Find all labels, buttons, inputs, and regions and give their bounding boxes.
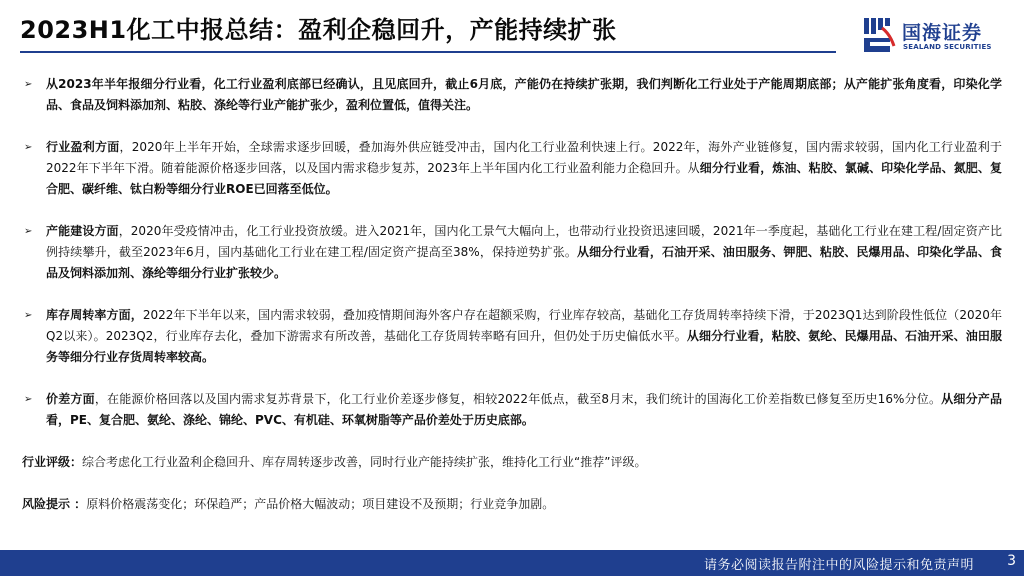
page-title: 2023H1化工中报总结：盈利企稳回升，产能持续扩张 [20,16,617,44]
rating-label: 行业评级： [22,455,83,469]
logo-english-name: SEALAND SECURITIES [903,43,992,51]
arrow-bullet-icon: ➢ [24,310,33,321]
bullet-bold-text: 库存周转率方面， [46,308,143,322]
bullet-item [22,74,1002,116]
footer-disclaimer: 请务必阅读报告附注中的风险提示和免责声明 [703,558,974,573]
sealand-logo-mark-icon [862,16,896,54]
risk-paragraph [22,494,1002,515]
bullet-bold-text: 从细分产品看，PE、复合肥、氨纶、涤纶、锦纶、PVC、有机硅、环氧树脂等产品价差处于历史底部。 [46,392,1002,427]
risk-label: 风险提示 ： [22,497,87,511]
risk-text: 原料价格震荡变化；环保趋严；产品价格大幅波动；项目建设不及预期；行业竞争加剧。 [86,497,555,511]
summary-content [22,74,1002,536]
bullet-text: ，2020年上半年开始，全球需求逐步回暖，叠加海外供应链受冲击，国内化工行业盈利快速上行。2022年，海外产业链修复，国内需求较弱，国内化工行业盈利于2022年下半年下滑。随着能源价格逐步回落，以及国内需求稳步复苏，2023年上半年国内化工行业盈利能力企稳回升。从 [46,140,1002,175]
bullet-bold-text: 行业盈利方面 [46,140,120,154]
bullet-item [22,137,1002,200]
arrow-bullet-icon: ➢ [24,394,33,405]
bullet-bold-text: 从2023年半年报细分行业看，化工行业盈利底部已经确认，且见底回升，截止6月底，产能仍在持续扩张期，我们判断化工行业处于产能周期底部；从产能扩张角度看，印染化学品、食品及饲料添加剂、粘胶、涤纶等行业产能扩张少，盈利位置低，值得关注。 [46,77,1002,112]
bullet-text: ，在能源价格回落以及国内需求复苏背景下，化工行业价差逐步修复，相较2022年低点，截至8月末，我们统计的国海化工价差指数已修复至历史16%分位。 [94,392,942,406]
footer-bar [0,550,1024,576]
arrow-bullet-icon: ➢ [24,142,33,153]
rating-paragraph [22,452,1002,473]
bullet-bold-text: 产能建设方面 [46,224,119,238]
bullet-item [22,389,1002,431]
logo-chinese-name: 国海证券 [902,22,983,44]
bullet-item [22,305,1002,368]
bullet-bold-text: 价差方面 [46,392,95,406]
title-divider [20,51,836,53]
page-number: 3 [1007,553,1016,569]
arrow-bullet-icon: ➢ [24,79,33,90]
bullet-bold-text: 细分行业看，炼油、粘胶、氯碱、印染化学品、氮肥、复合肥、碳纤维、钛白粉等细分行业ROE已回落至低位。 [46,161,1002,196]
arrow-bullet-icon: ➢ [24,226,33,237]
bullet-text: ，2020年受疫情冲击，化工行业投资放缓。进入2021年，国内化工景气大幅向上，也带动行业投资迅速回暖，2021年一季度起，基础化工行业在建工程/固定资产比例持续攀升，截至2023年6月，国内基础化工行业在建工程/固定资产提高至38%，保持逆势扩张。 [46,224,1002,259]
bullet-bold-text: 从细分行业看，石油开采、油田服务、钾肥、粘胶、民爆用品、印染化学品、食品及饲料添加剂、涤纶等细分行业扩张较少。 [46,245,1002,280]
bullet-bold-text: 从细分行业看，粘胶、氨纶、民爆用品、石油开采、油田服务等细分行业存货周转率较高。 [46,329,1002,364]
bullet-list [22,74,1002,431]
company-logo [862,16,1012,56]
bullet-item [22,221,1002,284]
bullet-text: 2022年下半年以来，国内需求较弱，叠加疫情期间海外客户存在超额采购，行业库存较高，基础化工存货周转率持续下滑，于2023Q1达到阶段性低位（2020年Q2以来）。2023Q2，行业库存去化，叠加下游需求有所改善，基础化工存货周转率略有回升，但仍处于历史偏低水平。 [46,308,1002,343]
rating-text: 综合考虑化工行业盈利企稳回升、库存周转逐步改善，同时行业产能持续扩张，维持化工行业“推荐”评级。 [82,455,647,469]
